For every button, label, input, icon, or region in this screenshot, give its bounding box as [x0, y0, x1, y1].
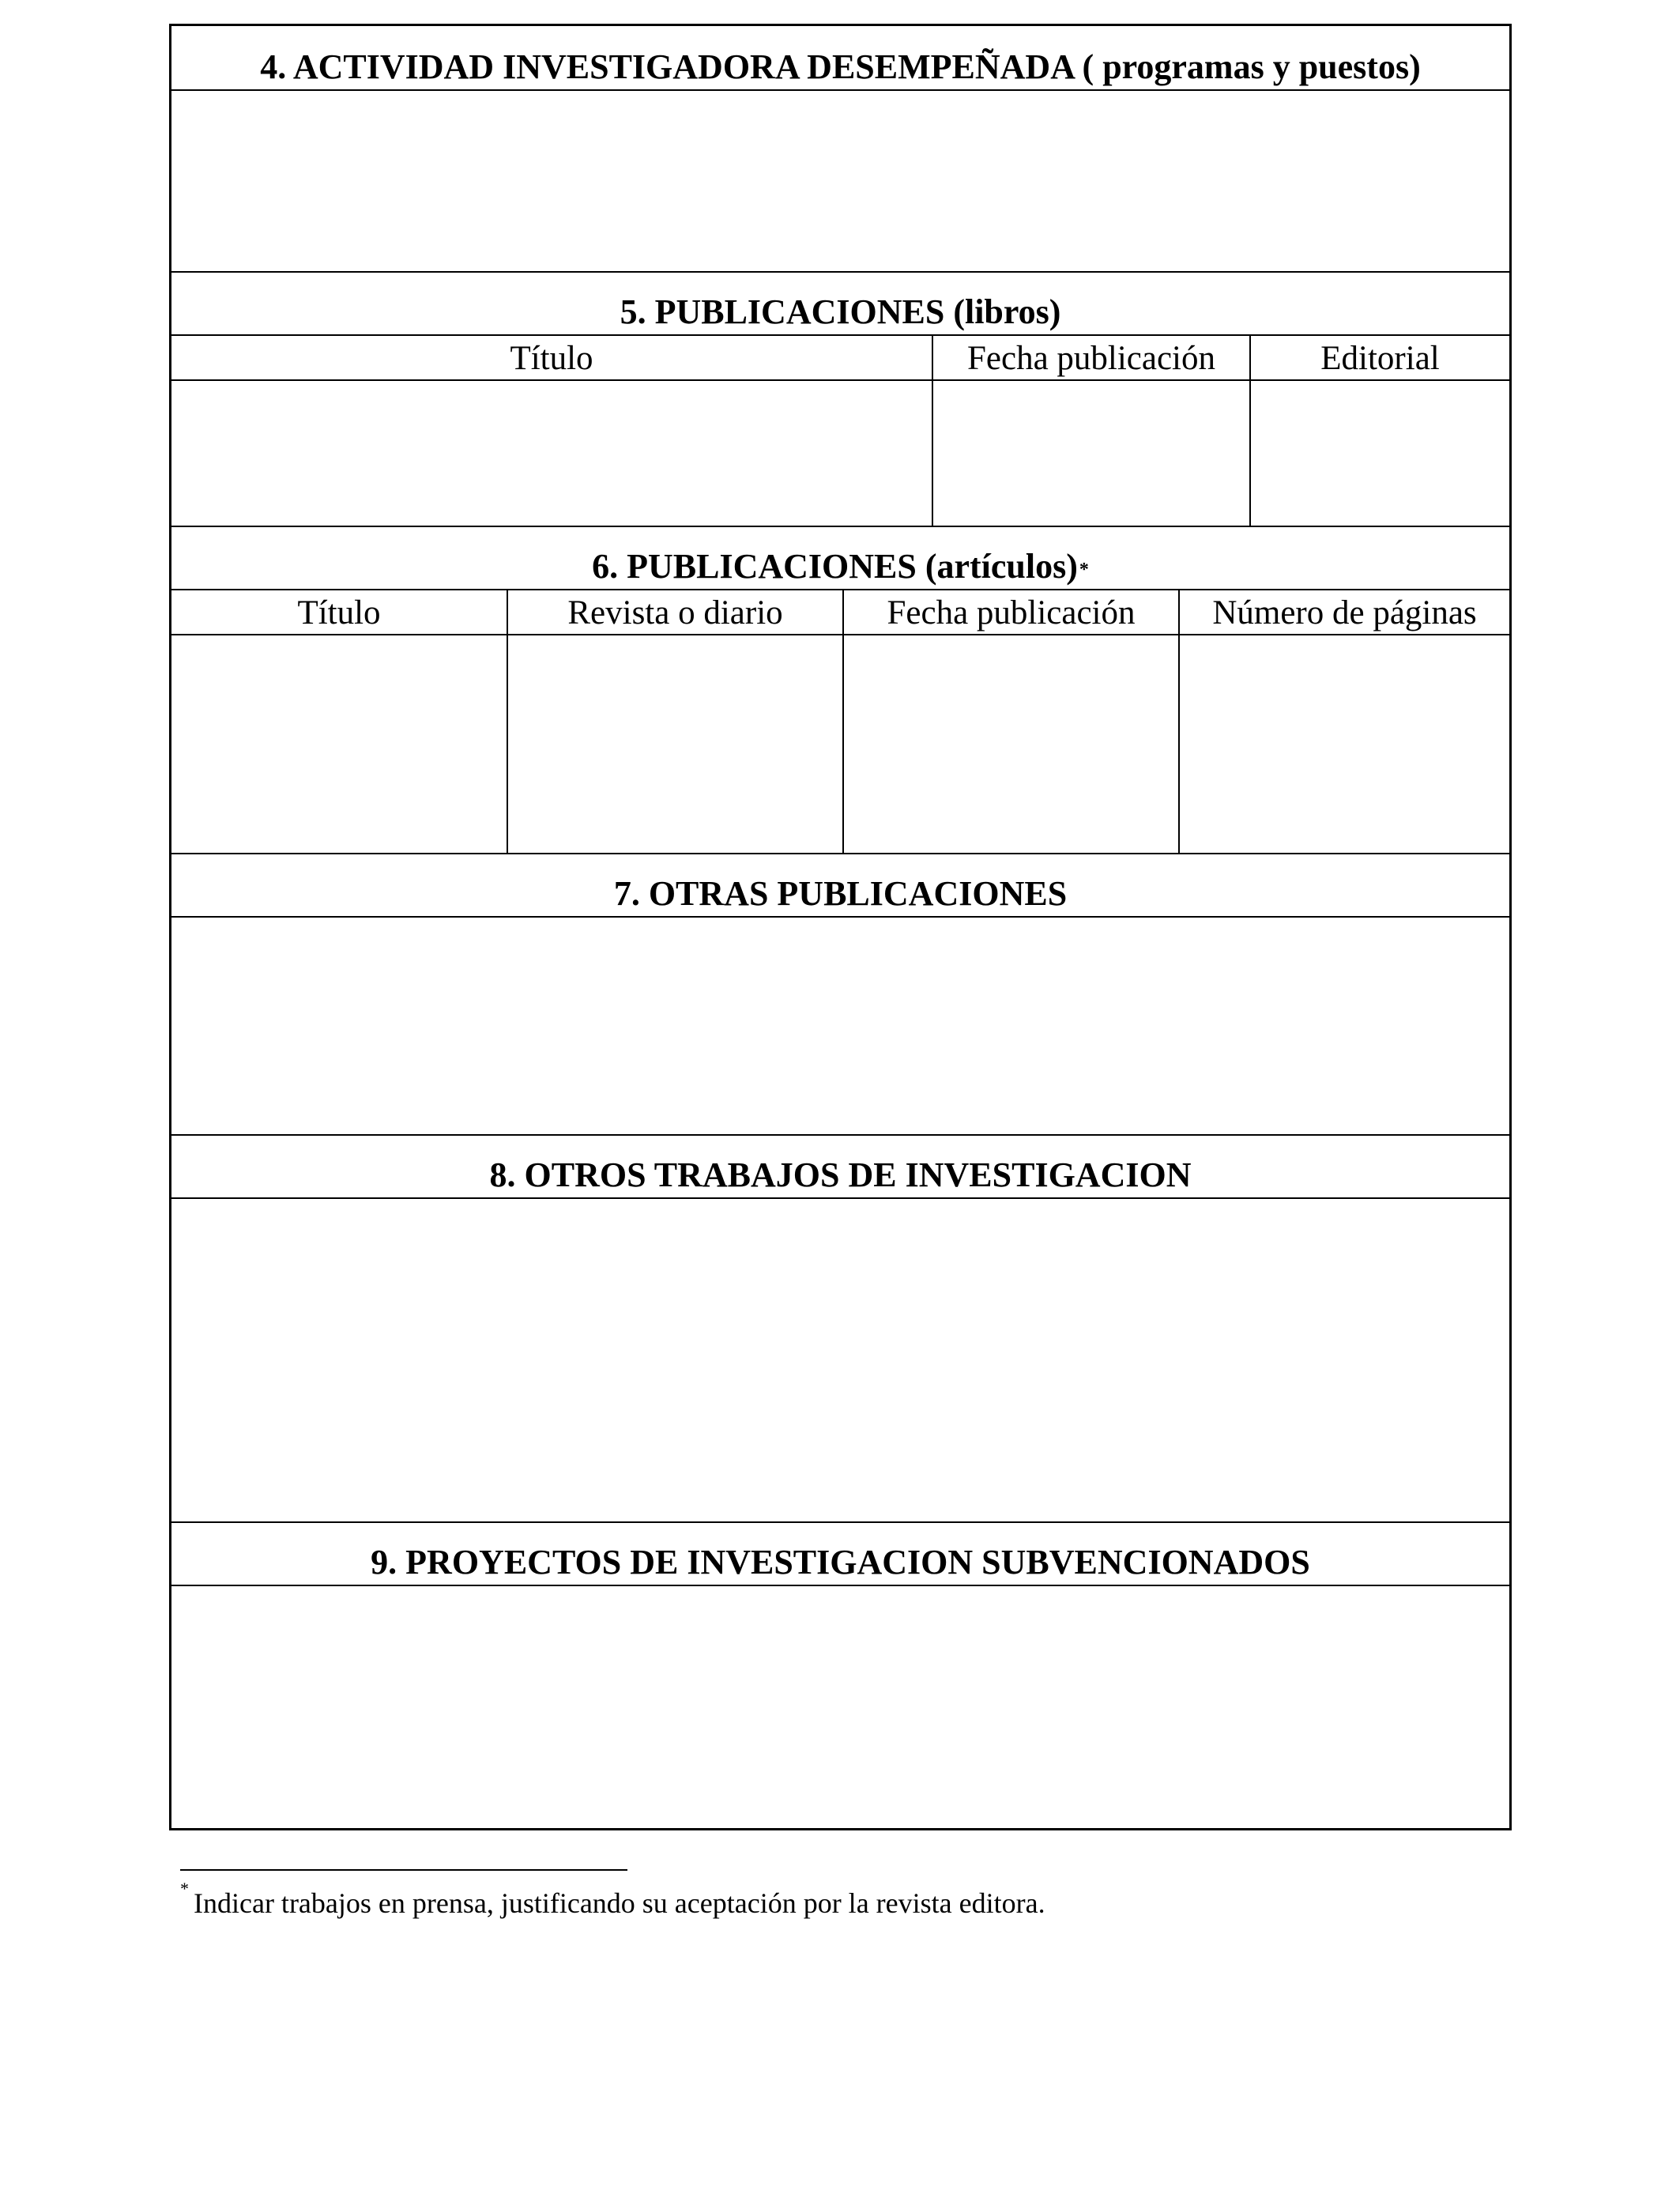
section-8-title: 8. OTROS TRABAJOS DE INVESTIGACION — [489, 1155, 1192, 1194]
section-9-input-area[interactable] — [171, 1586, 1509, 1828]
footnote-reference-mark: * — [1079, 560, 1089, 580]
footnote-separator — [180, 1869, 627, 1871]
footnote — [180, 1879, 1045, 1920]
section-6-title: 6. PUBLICACIONES (artículos) — [592, 547, 1078, 586]
section-8-input-area[interactable] — [171, 1199, 1509, 1521]
section-9-title: 9. PROYECTOS DE INVESTIGACION SUBVENCIONADOS — [371, 1543, 1310, 1581]
section-5-title-cell[interactable] — [171, 381, 932, 526]
footnote-text: Indicar trabajos en prensa, justificando su aceptación por la revista editora. — [194, 1887, 1045, 1919]
section-4-header — [171, 26, 1509, 91]
section-7-input-area[interactable] — [171, 918, 1509, 1134]
section-5-date-cell[interactable] — [932, 381, 1249, 526]
section-6-col-pages: Número de páginas — [1178, 590, 1509, 634]
section-5-title: 5. PUBLICACIONES (libros) — [620, 292, 1061, 331]
section-9-header — [171, 1521, 1509, 1586]
section-7-title: 7. OTRAS PUBLICACIONES — [613, 874, 1068, 913]
section-6-title-cell[interactable] — [171, 635, 507, 853]
section-6-pages-cell[interactable] — [1178, 635, 1509, 853]
section-5-entry-row — [171, 381, 1509, 526]
section-6-col-title: Título — [297, 594, 381, 631]
section-4-title: 4. ACTIVIDAD INVESTIGADORA DESEMPEÑADA ( programas y puestos) — [260, 47, 1421, 86]
section-5-publisher-cell[interactable] — [1249, 381, 1509, 526]
section-6-header — [171, 526, 1509, 590]
section-6-column-headers — [171, 590, 1509, 635]
section-7-header — [171, 853, 1509, 918]
research-form-table — [169, 24, 1512, 1830]
section-5-col-publisher: Editorial — [1249, 336, 1509, 379]
section-5-header — [171, 271, 1509, 336]
section-6-entry-row — [171, 635, 1509, 853]
section-6-date-cell[interactable] — [842, 635, 1178, 853]
footnote-mark: * — [180, 1879, 189, 1898]
section-4-input-area[interactable] — [171, 91, 1509, 271]
section-5-col-date: Fecha publicación — [932, 336, 1249, 379]
section-6-journal-cell[interactable] — [507, 635, 842, 853]
section-5-col-title: Título — [510, 340, 593, 377]
section-6-col-date: Fecha publicación — [842, 590, 1178, 634]
section-5-column-headers — [171, 336, 1509, 381]
section-6-col-journal: Revista o diario — [507, 590, 842, 634]
section-8-header — [171, 1134, 1509, 1199]
